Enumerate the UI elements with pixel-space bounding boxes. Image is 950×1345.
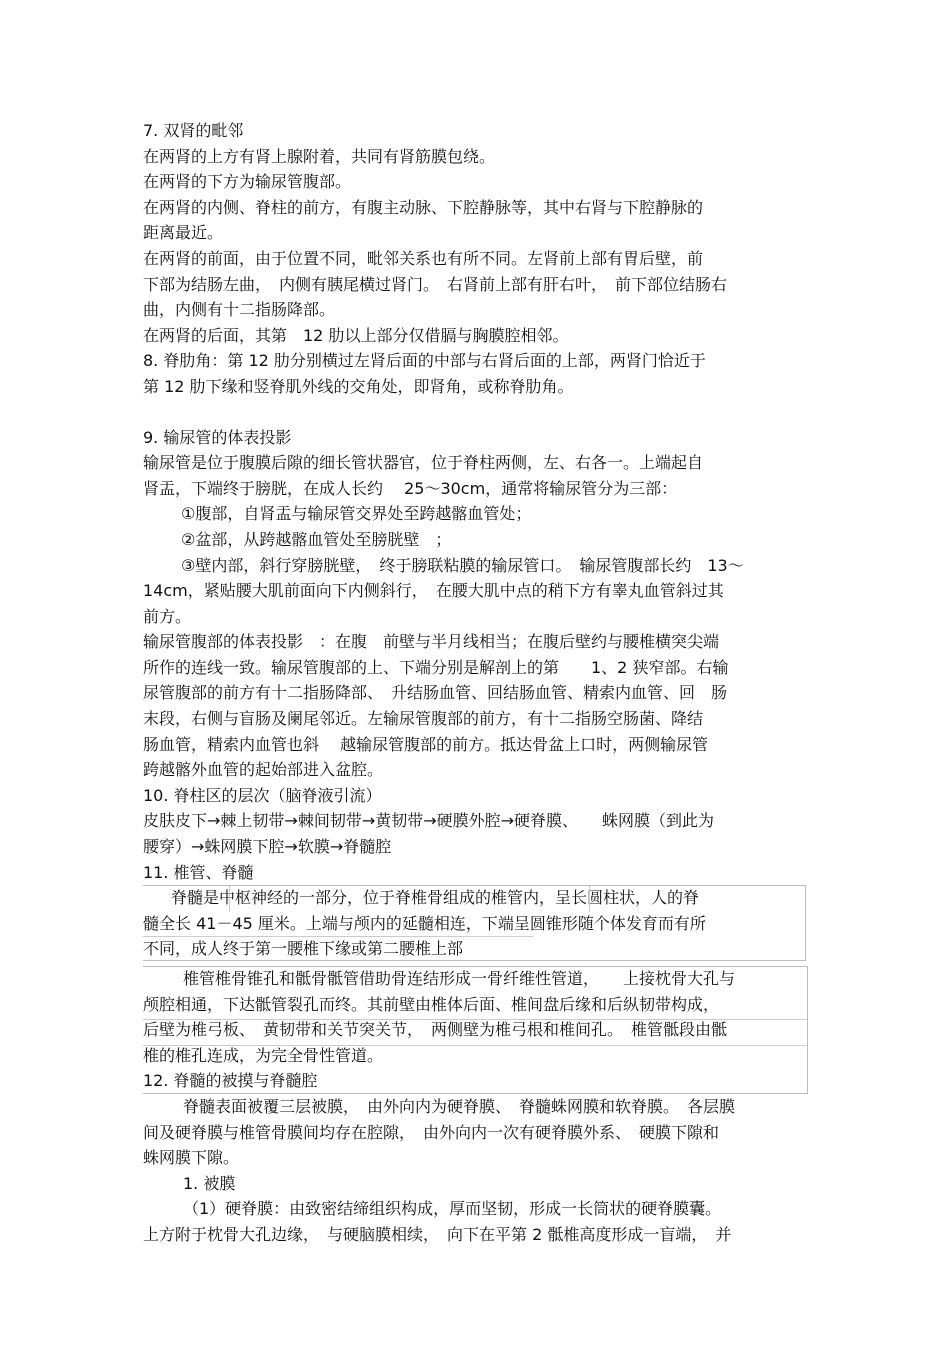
paragraph: 肾盂，下端终于膀胱，在成人长约 25～30cm，通常将输尿管分为三部： <box>143 478 678 498</box>
paragraph: 脊髓是中枢神经的一部分，位于脊椎骨组成的椎管内，呈长圆柱状，人的脊 <box>171 888 700 908</box>
boxed-paragraph <box>143 885 813 962</box>
paragraph: 髓全长 41－45 厘米。上端与颅内的延髓相连，下端呈圆锥形随个体发育而有所 <box>143 913 706 933</box>
paragraph: 在两肾的上方有肾上腺附着，共同有肾筋膜包绕。 <box>143 146 496 166</box>
paragraph: 前方。 <box>143 606 192 626</box>
paragraph: 腰穿）→蛛网膜下腔→软膜→脊髓腔 <box>143 837 392 857</box>
list-item: ③壁内部，斜行穿膀胱壁， 终于膀联粘膜的输尿管口。 输尿管腹部长约 13～ <box>181 555 744 575</box>
paragraph: 第 12 肋下缘和竖脊肌外线的交角处，即肾角，或称脊肋角。 <box>143 376 574 396</box>
boxed-paragraph <box>143 966 813 1068</box>
paragraph: 后壁为椎弓板、 黄韧带和关节突关节， 两侧壁为椎弓根和椎间孔。 椎管骶段由骶 <box>143 1020 728 1040</box>
paragraph: 曲，内侧有十二指肠降部。 <box>143 300 336 320</box>
paragraph: 在两肾的下方为输尿管腹部。 <box>143 172 352 192</box>
paragraph: 输尿管是位于腹膜后隙的细长管状器官，位于脊柱两侧，左、右各一。上端起自 <box>143 453 704 473</box>
paragraph: 椎管椎骨锥孔和骶骨骶管借助骨连结形成一骨纤维性管道， 上接枕骨大孔与 <box>183 969 736 988</box>
paragraph: 间及硬脊膜与椎管骨膜间均存在腔隙， 由外向内一次有硬脊膜外系、 硬膜下隙和 <box>143 1122 720 1142</box>
paragraph: 椎的椎孔连成，为完全骨性管道。 <box>143 1045 384 1065</box>
section-12-title: 12. 脊髓的被摸与脊髓腔 <box>143 1071 318 1091</box>
spacer <box>143 400 813 425</box>
paragraph: 不同，成人终于第一腰椎下缘或第二腰椎上部 <box>143 939 464 959</box>
paragraph: 所作的连线一致。输尿管腹部的上、下端分别是解剖上的第 1、2 狭窄部。右输 <box>143 657 729 677</box>
subheading: 1. 被膜 <box>183 1173 236 1193</box>
paragraph: 在两肾的前面，由于位置不同，毗邻关系也有所不同。左肾前上部有胃后壁，前 <box>143 248 704 268</box>
paragraph: 末段，右侧与盲肠及阑尾邻近。左输尿管腹部的前方，有十二指肠空肠菌、降结 <box>143 709 704 729</box>
paragraph: 14cm，紧贴腰大肌前面向下内侧斜行， 在腰大肌中点的稍下方有睾丸血管斜过其 <box>143 581 724 601</box>
section-11-title: 11. 椎管、脊髓 <box>143 862 254 882</box>
section-7-title: 7. 双肾的毗邻 <box>143 121 244 140</box>
paragraph: 跨越髂外血管的起始部进入盆腔。 <box>143 760 384 780</box>
paragraph: 蛛网膜下隙。 <box>143 1148 240 1168</box>
paragraph: 脊髓表面被覆三层被膜， 由外向内为硬脊膜、 脊髓蛛网膜和软脊膜。 各层膜 <box>183 1096 736 1116</box>
section-8-text: 8. 脊肋角：第 12 肋分别横过左肾后面的中部与右肾后面的上部，两肾门恰近于 <box>143 351 706 371</box>
paragraph: 在两肾的后面，其第 12 肋以上部分仅借膈与胸膜腔相邻。 <box>143 325 569 345</box>
paragraph: 输尿管腹部的体表投影 ：在腹 前壁与半月线相当；在腹后壁约与腰椎横突尖端 <box>143 632 720 652</box>
paragraph: 尿管腹部的前方有十二指肠降部、 升结肠血管、回结肠血管、精索内血管、回 肠 <box>143 683 728 703</box>
section-9-title: 9. 输尿管的体表投影 <box>143 427 292 447</box>
paragraph: 距离最近。 <box>143 223 224 243</box>
paragraph: （1）硬脊膜：由致密结缔组织构成，厚而坚韧，形成一长筒状的硬脊膜囊。 <box>183 1199 722 1219</box>
paragraph: 肠血管，精索内血管也斜 越输尿管腹部的前方。抵达骨盆上口时，两侧输尿管 <box>143 734 709 754</box>
section-10-title: 10. 脊柱区的层次（脑脊液引流） <box>143 785 382 805</box>
paragraph: 上方附于枕骨大孔边缘， 与硬脑膜相续， 向下在平第 2 骶椎高度形成一盲端， 并 <box>143 1224 732 1244</box>
list-item: ②盆部，从跨越髂血管处至膀胱壁 ； <box>181 529 452 549</box>
document-body <box>143 118 813 1248</box>
paragraph: 在两肾的内侧、脊柱的前方，有腹主动脉、下腔静脉等，其中右肾与下腔静脉的 <box>143 197 704 217</box>
paragraph: 颅腔相通，下达骶管裂孔而终。其前壁由椎体后面、椎间盘后缘和后纵韧带构成， <box>143 994 720 1014</box>
paragraph: 下部为结肠左曲， 内侧有胰尾横过肾门。 右肾前上部有肝右叶， 前下部位结肠右 <box>143 274 728 294</box>
paragraph: 皮肤皮下→棘上韧带→棘间韧带→黄韧带→硬膜外腔→硬脊膜、 蛛网膜（到此为 <box>143 811 715 831</box>
list-item: ①腹部，自肾盂与输尿管交界处至跨越髂血管处； <box>181 504 532 524</box>
